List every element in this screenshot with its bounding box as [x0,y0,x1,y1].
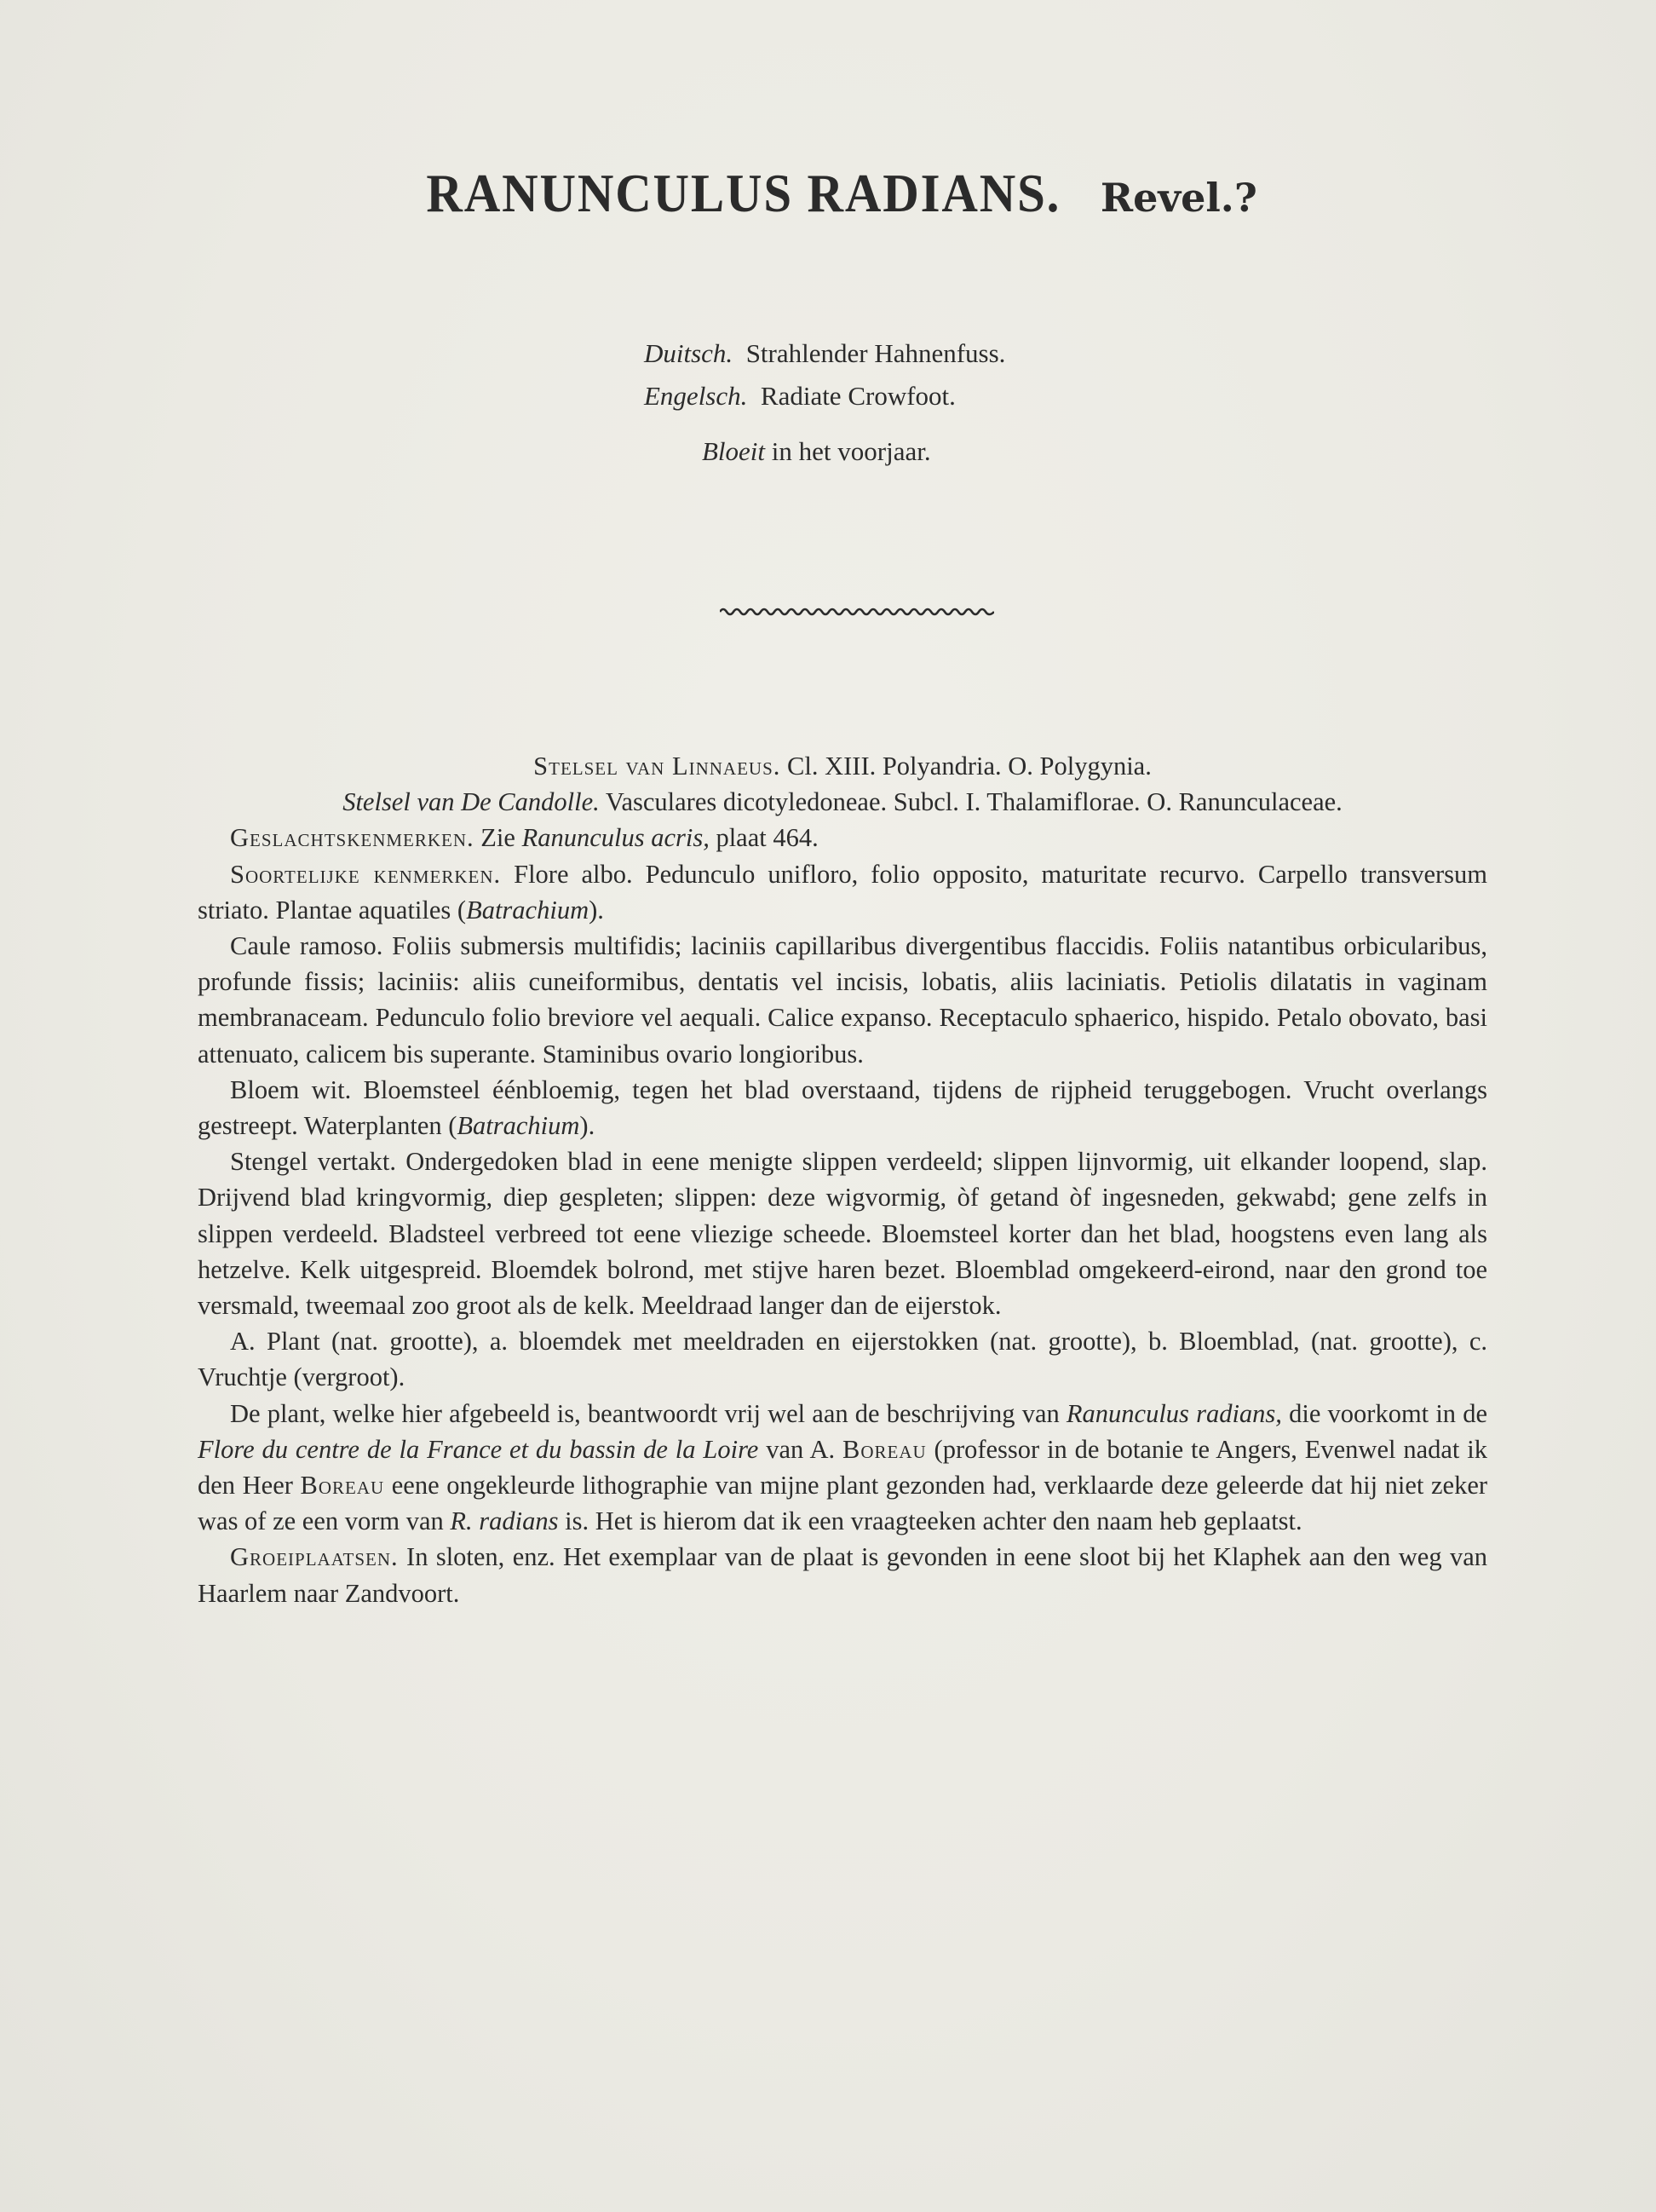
bloeit-label: Bloeit [702,436,766,466]
section-text: ). [589,895,604,925]
dutch-description: Stengel vertakt. Ondergedoken blad in eene menigte slippen verdeeld; slippen lijnvormig, uit elkander loopend, slap. Drijvend blad kringvormig, diep gespleten; slippen: deze wigvormig, òf getand òf ingesneden, gekwabd; gene zelfs in slippen verdeeld. Bladsteel verbreed tot eene vliezige scheede. Bloemsteel korter dan het blad, hoogstens even lang als hetzelve. Kelk uitgespreid. Bloemdek bolrond, met stijve haren bezet. Bloemblad omgekeerd-eirond, naar den grond toe versmald, tweemaal zoo groot als de kelk. Meeldraad langer dan de eijerstok. [198,1147,1487,1321]
habitat [198,1539,1487,1610]
section-text: Vasculares dicotyledoneae. Subcl. I. Thalamiflorae. O. Ranunculaceae. [605,787,1343,817]
flowering-time [702,436,931,467]
species-characters [198,856,1487,928]
section-label: Stelsel van Linnaeus. [533,752,781,781]
genus-ital: Batrachium [466,895,589,925]
section-text: Bloem wit. Bloemsteel éénbloemig, tegen het blad overstaand, tijdens de rijpheid teruggebogen. Vrucht overlangs gestreept. Waterplanten ( [198,1074,1487,1141]
lang-label: Engelsch. [644,381,748,411]
common-names [644,332,1005,418]
genus-ital: Batrachium [457,1111,580,1141]
common-name-german [644,332,1005,375]
remark-text: is. Het is hierom dat ik een vraagteeken achter den naam heb geplaatst. [565,1506,1302,1536]
remark-ital: R. radians [450,1506,559,1536]
page-title [0,162,1656,225]
common-name-english [644,375,1005,418]
linnaeus-system [198,748,1487,784]
remark-smallcaps: Boreau [300,1471,385,1501]
section-label: Geslachtskenmerken. [230,823,474,853]
section-text: Zie [480,823,515,853]
bloeit-text: in het voorjaar. [771,436,931,466]
section-text: Cl. XIII. Polyandria. O. Polygynia. [787,752,1152,781]
remark-smallcaps: Boreau [842,1434,927,1464]
section-text: ). [579,1111,595,1141]
plate-legend: A. Plant (nat. grootte), a. bloemdek met meeldraden en eijerstokken (nat. grootte), b. Bloemblad, (nat. grootte), c. Vruchtje (vergroot). [198,1327,1487,1392]
author-remark [198,1396,1487,1540]
remark-ital: Flore du centre de la France et du bassin de la Loire [198,1434,759,1464]
common-name-text: Strahlender Hahnenfuss. [745,338,1006,368]
section-label: Stelsel van De Candolle. [342,787,600,817]
section-label: Soortelijke kenmerken. [230,859,502,889]
section-text: plaat 464. [716,823,819,853]
wavy-divider [720,605,994,619]
dutch-short-description [198,1072,1487,1143]
species-ref: Ranunculus acris, [521,823,710,853]
species-name: RANUNCULUS RADIANS. [426,163,1061,223]
remark-text: van A. [766,1434,836,1464]
species-author: Revel.? [1100,175,1257,221]
remark-ital: Ranunculus radians, [1066,1398,1282,1428]
remark-text: (professor in de botanie te Angers, Evenwel nadat ik den Heer [198,1434,1487,1501]
description-body [198,748,1487,1611]
lang-label: Duitsch. [644,338,733,368]
remark-text: eene ongekleurde lithographie van mijne plant gezonden had, verklaarde deze geleerde dat hij niet zeker was of ze een vorm van [198,1471,1488,1536]
section-text: In sloten, enz. Het exemplaar van de plaat is gevonden in eene sloot bij het Klaphek aan den weg van Haarlem naar Zandvoort. [198,1542,1488,1608]
genus-characters [198,820,1487,855]
common-name-text: Radiate Crowfoot. [760,381,956,411]
section-text: Flore albo. Pedunculo unifloro, folio opposito, maturitate recurvo. Carpello transversum striato. Plantae aquatiles ( [198,859,1487,925]
remark-text: De plant, welke hier afgebeeld is, beantwoordt vrij wel aan de beschrijving van [230,1398,1060,1428]
latin-description: Caule ramoso. Foliis submersis multifidis; laciniis capillaribus divergentibus flaccidis. Foliis natantibus orbicularibus, profunde fissis; laciniis: aliis cuneiformibus, dentatis vel incisis, lobatis, aliis laciniatis. Petiolis dilatatis in vaginam membranaceam. Pedunculo folio breviore vel aequali. Calice expanso. Receptaculo sphaerico, hispido. Petalo obovato, basi attenuato, calicem bis superante. Staminibus ovario longioribus. [198,931,1487,1069]
section-label: Groeiplaatsen. [230,1542,399,1572]
remark-text: die voorkomt in de [1289,1398,1487,1428]
candolle-system [198,784,1487,820]
